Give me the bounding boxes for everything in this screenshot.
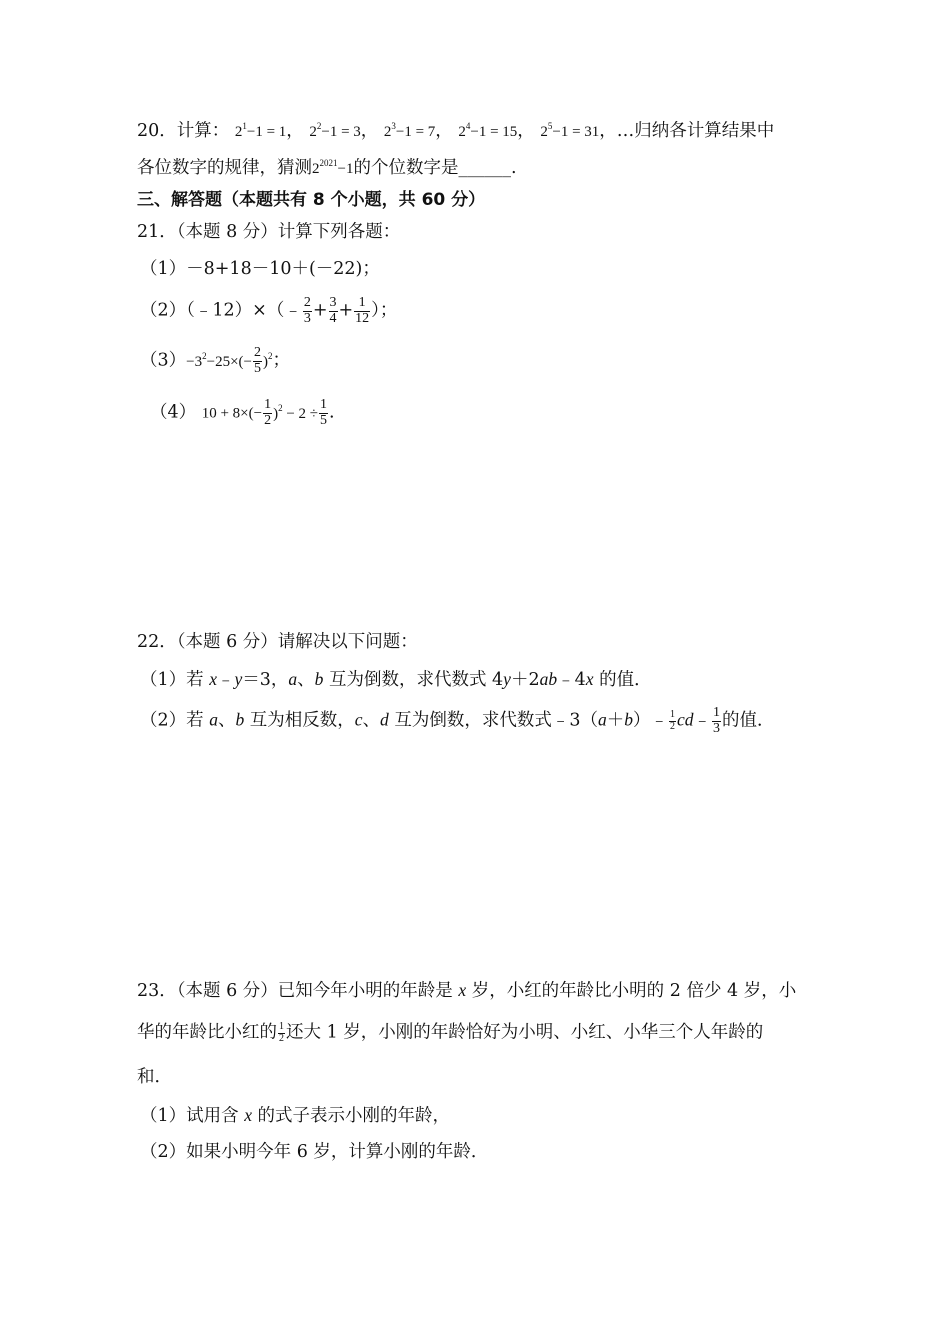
fraction-half-2: $\frac{1}{2}$	[279, 1021, 284, 1044]
q23-line3: 和．	[137, 1067, 172, 1087]
section-3-heading: 三、解答题（本题共有 8 个小题，共 60 分）	[137, 190, 486, 210]
q22-part1: （1）若 x﹣y＝3，a、b 互为倒数，求代数式 4y＋2ab﹣4x 的值．	[140, 669, 652, 690]
fraction-1-2: $\frac{1}{2}$	[264, 397, 272, 428]
fraction-1-5: $\frac{1}{5}$	[320, 397, 328, 428]
q23-part1: （1）试用含 x 的式子表示小刚的年龄，	[140, 1105, 451, 1126]
q21-part2: （2）（﹣12）×（﹣ $\frac{2}{3}$ + $\frac{3}{4}$ + $\frac{1}{12}$ ）；	[140, 295, 398, 326]
q20-line2: 各位数字的规律，猜测$2^{2021}-1$的个位数字是______.	[137, 158, 517, 178]
q21-part1: （1）－8+18－10＋(－22)；	[140, 259, 380, 279]
q20-power: $2^{2021}-1$	[312, 158, 354, 177]
q21-part4: （4） 10 + 8×(− $\frac{1}{2}$ )$^2$ − 2 ÷ $\frac{1}{5}$ .	[150, 397, 335, 428]
q20-answer-blank[interactable]: ______	[458, 158, 511, 178]
q20-eq-3: $2^3-1 = 7$	[383, 121, 436, 140]
q23-part2: （2）如果小明今年 6 岁，计算小刚的年龄．	[140, 1142, 489, 1162]
fraction-2-5: $\frac{2}{5}$	[253, 345, 261, 376]
q20-eq-4: $2^4-1 = 15$	[458, 121, 518, 140]
fraction-1-12: $\frac{1}{12}$	[355, 295, 370, 326]
q23-line2: 华的年龄比小红的 $\frac{1}{2}$ 还大 1 岁，小刚的年龄恰好为小明、小红、小华三个人年龄的	[137, 1021, 764, 1044]
q20-lead: 计算：	[176, 121, 230, 141]
q20-eq-1: $2^1-1 = 1$	[234, 121, 287, 140]
fraction-2-3: $\frac{2}{3}$	[303, 295, 311, 326]
q21-title: 21．（本题 8 分）计算下列各题：	[137, 222, 401, 242]
q22-title: 22．（本题 6 分）请解决以下问题：	[137, 632, 418, 652]
q20-eq-5: $2^5-1 = 31$	[540, 121, 600, 140]
q20-number: 20．	[137, 121, 177, 141]
q20-eq-2: $2^2-1 = 3$	[309, 121, 361, 140]
q22-part2: （2）若 a、b 互为相反数，c、d 互为倒数，求代数式﹣3（a＋b）﹣ $\frac{1}{2}$ cd﹣ $\frac{1}{3}$ 的值．	[140, 705, 775, 736]
q20-line1: 20．计算： $2^1-1 = 1$， $2^2-1 = 3$， $2^3-1 = 7$， $2^4-1 = 15$， $2^5-1 = 31$，…归纳各计算结果中	[137, 121, 775, 141]
fraction-half: $\frac{1}{2}$	[670, 709, 675, 732]
fraction-third: $\frac{1}{3}$	[713, 705, 721, 736]
fraction-3-4: $\frac{3}{4}$	[329, 295, 337, 326]
q23-line1: 23．（本题 6 分）已知今年小明的年龄是 x 岁，小红的年龄比小明的 2 倍少 4 岁，小	[137, 980, 797, 1001]
q20-tail: …归纳各计算结果中	[616, 121, 775, 141]
q21-part3: $(3)-3^2-25\times(-$ $\frac{2}{5}$ )$^2$；	[140, 345, 290, 376]
